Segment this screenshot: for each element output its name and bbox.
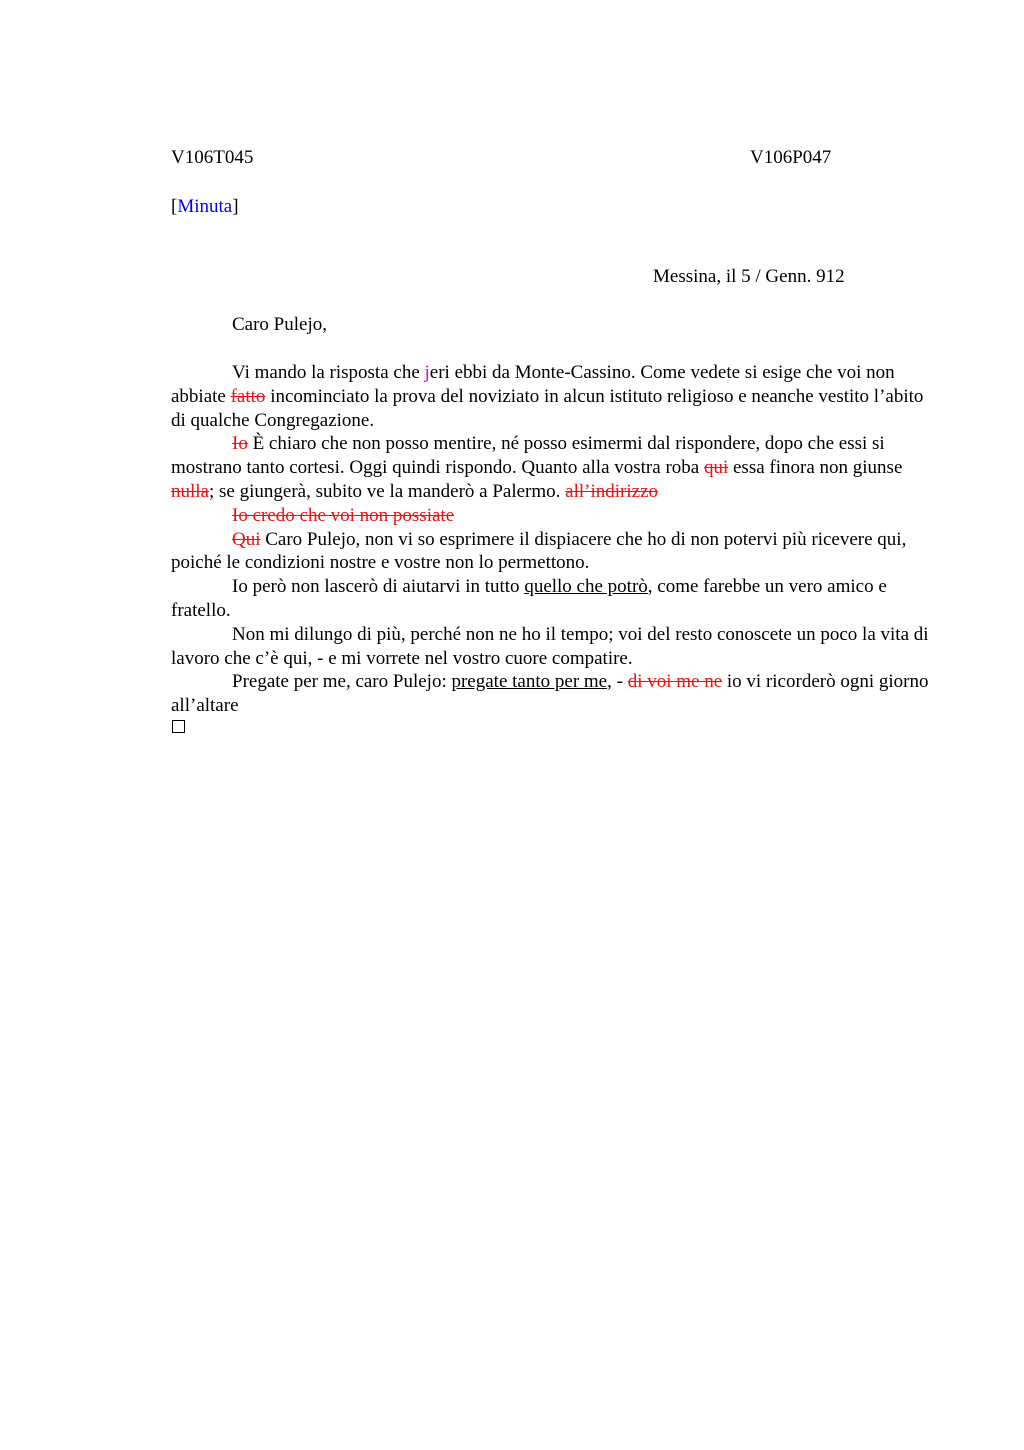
text-run: , come farebbe un vero amico e fratello. bbox=[171, 576, 887, 621]
deletion: fatto bbox=[230, 385, 266, 407]
text-run: È chiaro che non posso mentire, né posso esimermi dal rispondere, dopo che essi si mostrano tanto cortesi. Oggi quindi rispondo. Quanto alla vostra roba bbox=[171, 433, 885, 479]
text-run: io vi ricorderò ogni giorno all’altare bbox=[171, 671, 929, 717]
deletion: nulla bbox=[171, 480, 209, 502]
underlined-text: quello che potrò bbox=[524, 576, 648, 598]
letter-salutation: Caro Pulejo, bbox=[232, 314, 327, 335]
text-run: Caro Pulejo, non vi so esprimere il dispiacere che ho di non potervi più ricevere qui, poiché le condizioni nostre e vostre non lo permettono. bbox=[171, 528, 907, 574]
letter-dateline: Messina, il 5 / Genn. 912 bbox=[653, 266, 845, 287]
minuta-label bbox=[171, 196, 239, 218]
paragraph-7 bbox=[171, 670, 931, 718]
deletion: di voi me ne bbox=[627, 671, 723, 693]
document-code-left: V106T045 bbox=[171, 147, 254, 168]
deletion: all’indirizzo bbox=[565, 480, 659, 502]
text-run: essa finora non giunse bbox=[728, 457, 903, 479]
paragraph-2 bbox=[171, 432, 931, 503]
paragraph-1 bbox=[171, 361, 931, 432]
paragraph-5 bbox=[171, 575, 931, 623]
deletion: qui bbox=[703, 457, 729, 479]
minuta-link[interactable]: Minuta bbox=[177, 196, 233, 217]
text-run: Vi mando la risposta che bbox=[232, 362, 425, 383]
paragraph-6 bbox=[171, 623, 931, 671]
end-marker-box-icon bbox=[172, 720, 185, 733]
text-run: , - bbox=[607, 671, 628, 693]
paragraph-4 bbox=[171, 528, 931, 576]
text-run: Io però non lascerò di aiutarvi in tutto bbox=[232, 576, 525, 598]
text-run: ; se giungerà, subito ve la manderò a Palermo. bbox=[209, 480, 566, 502]
document-code-right: V106P047 bbox=[750, 147, 832, 168]
deletion: Io bbox=[232, 433, 248, 455]
minuta-bracket-open: [ bbox=[171, 196, 178, 217]
text-run: incominciato la prova del noviziato in alcun istituto religioso e neanche vestito l’abito di qualche Congregazione. bbox=[171, 385, 924, 431]
underlined-text: pregate tanto per me bbox=[451, 671, 608, 693]
deletion: Io credo che voi non possiate bbox=[232, 504, 455, 526]
minuta-bracket-close: ] bbox=[232, 196, 239, 217]
text-run: Non mi dilungo di più, perché non ne ho il tempo; voi del resto conoscete un poco la vita di lavoro che c’è qui, - e mi vorrete nel vostro cuore compatire. bbox=[171, 623, 929, 669]
insertion: j bbox=[424, 362, 430, 383]
paragraph-3 bbox=[171, 504, 931, 528]
text-run: Pregate per me, caro Pulejo: bbox=[232, 671, 452, 693]
text-run: eri ebbi da Monte-Cassino. Come vedete si esige che voi non abbiate bbox=[171, 362, 895, 407]
deletion: Qui bbox=[232, 528, 261, 550]
letter-body bbox=[171, 361, 931, 718]
